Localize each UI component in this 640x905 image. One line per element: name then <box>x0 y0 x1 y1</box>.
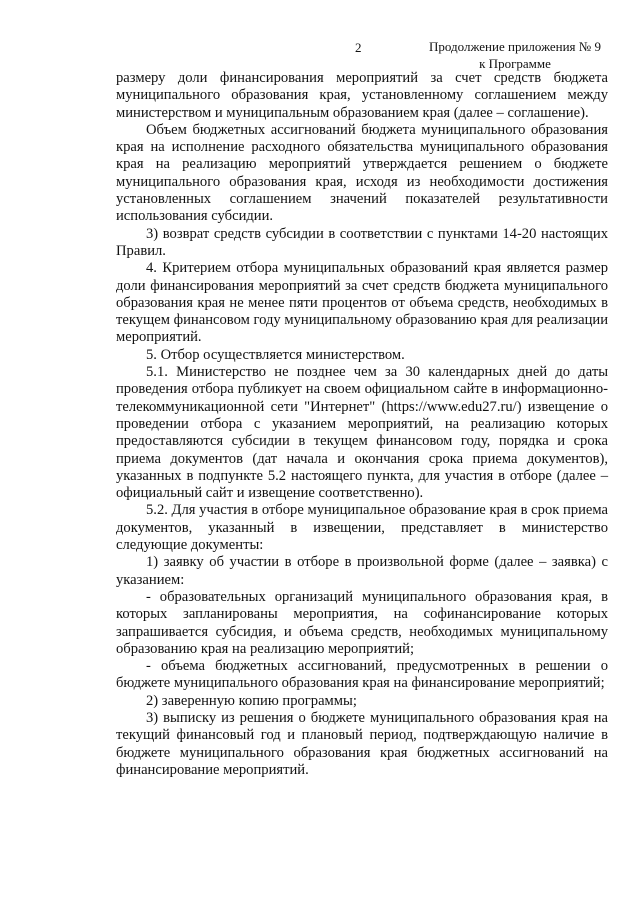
list-item-program-copy: 2) заверенную копию программы; <box>146 692 357 709</box>
list-item-application: 1) заявку об участии в отборе в произвольной форме (далее – заявка) с указанием: <box>116 554 608 588</box>
appendix-note-line2: к Программе <box>479 56 551 71</box>
appendix-header-note <box>395 38 635 72</box>
paragraph-selection-criterion: 4. Критерием отбора муниципальных образований края является размер доли финансирования мероприятий за счет средств бюджета муниципального образования края не менее пяти процентов от объема средств, необходимых в текущем финансовом году муниципальному образованию края для реализации мероприятий. <box>116 260 608 346</box>
paragraph-budget-allocation: Объем бюджетных ассигнований бюджета муниципального образования края на исполнение расходного обязательства муниципального образования края на реализацию мероприятий утверждается решением о бюджете муниципального образования края, исходя из необходимости достижения установленных соглашением значений показателей результативности использования субсидии. <box>116 121 608 225</box>
paragraph-selection-ministry: 5. Отбор осуществляется министерством. <box>146 346 405 363</box>
list-item-budget-volume: - объема бюджетных ассигнований, предусмотренных в решении о бюджете муниципального образования края на финансирование мероприятий; <box>116 658 608 692</box>
appendix-note-line1: Продолжение приложения № 9 <box>429 39 601 54</box>
paragraph-5-1-notice: 5.1. Министерство не позднее чем за 30 календарных дней до даты проведения отбора публикует на своем официальном сайте в информационно-телекоммуникационной сети "Интернет" (https://www.edu27.ru/) извещение о проведении отбора с указанием мероприятий, на реализацию которых предоставляются субсидии в текущем финансовом году, порядка и срока приема документов (дат начала и окончания срока приема документов), указанных в подпункте 5.2 настоящего пункта, для участия в отборе (далее – официальный сайт и извещение соответственно). <box>116 364 608 502</box>
paragraph-subsidy-return: 3) возврат средств субсидии в соответствии с пунктами 14-20 настоящих Правил. <box>116 225 608 259</box>
document-body <box>116 70 608 779</box>
page-number: 2 <box>355 40 362 55</box>
paragraph-5-2-documents: 5.2. Для участия в отборе муниципальное образование края в срок приема документов, указанный в извещении, представляет в министерство следующие документы: <box>116 502 608 554</box>
list-item-organizations: - образовательных организаций муниципального образования края, в которых запланированы мероприятия, на софинансирование которых запрашивается субсидия, и объема средств, необходимых муниципальному образованию края на реализацию мероприятий; <box>116 588 608 657</box>
paragraph-continuation: размеру доли финансирования мероприятий за счет средств бюджета муниципального образования края, установленному соглашением между министерством и муниципальным образованием края (далее – соглашение). <box>116 70 608 121</box>
list-item-budget-extract: 3) выписку из решения о бюджете муниципального образования края на текущий финансовый год и плановый период, подтверждающую наличие в бюджете муниципального образования края бюджетных ассигнований на финансирование мероприятий. <box>116 709 608 778</box>
